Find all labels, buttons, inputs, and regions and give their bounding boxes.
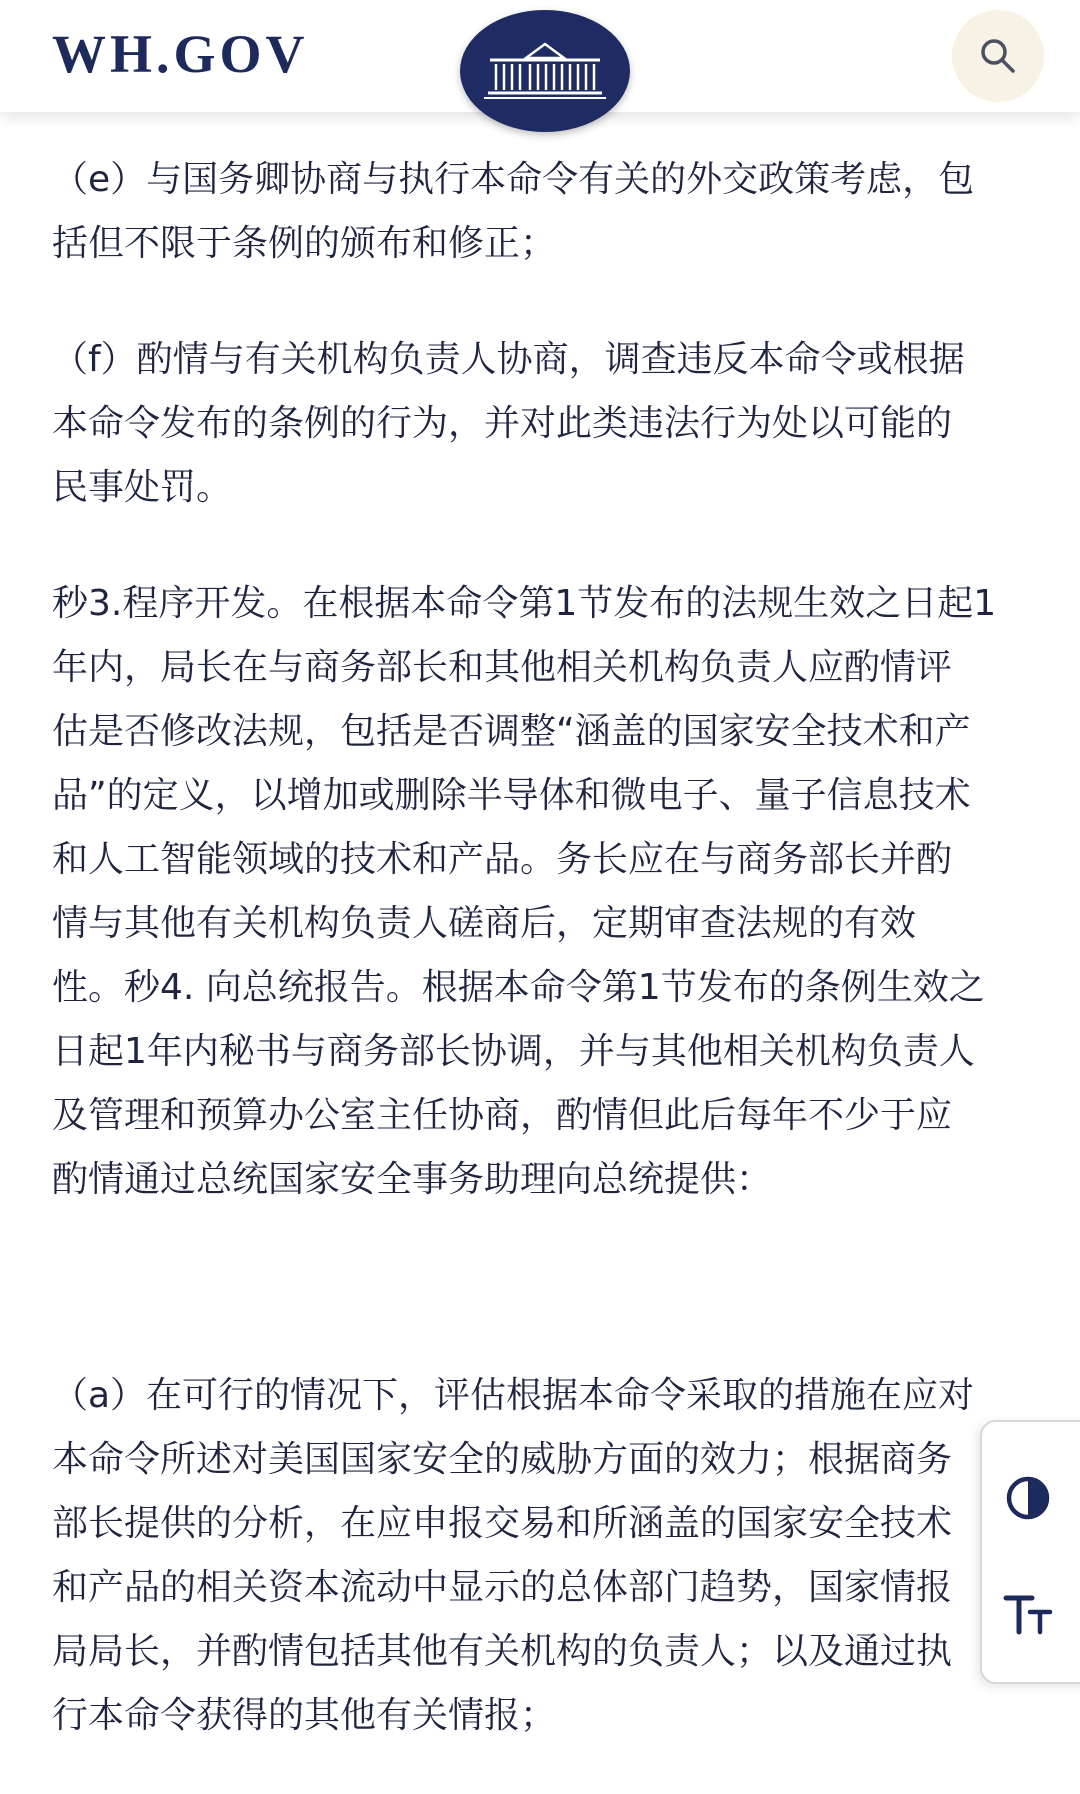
white-house-seal-icon (480, 36, 610, 106)
white-house-seal[interactable] (460, 10, 630, 132)
search-button[interactable] (952, 10, 1044, 102)
accessibility-toolbar (980, 1420, 1080, 1684)
contrast-icon (1004, 1474, 1052, 1522)
site-logo[interactable]: WH.GOV (52, 24, 309, 84)
paragraph-f: （f）酌情与有关机构负责人协商，调查违反本命令或根据 本命令发布的条例的行为，并对此类违法行为处以可能的 民事处罚。 (52, 339, 965, 508)
article-body (52, 148, 1042, 1748)
search-icon (978, 36, 1018, 76)
paragraph-a: （a）在可行的情况下，评估根据本命令采取的措施在应对 本命令所述对美国国家安全的威胁方面的效力；根据商务 部长提供的分析，在应申报交易和所涵盖的国家安全技术 和产品的相关资本流动中显示的总体部门趋势，国家情报 局局长，并酌情包括其他有关机构的负责人；以及通过执 行本命令获得的其他有关情报； (52, 1375, 975, 1736)
paragraph-e: （e）与国务卿协商与执行本命令有关的外交政策考虑，包 括但不限于条例的颁布和修正； (52, 159, 975, 264)
text-size-icon (1002, 1590, 1054, 1638)
paragraph-sec3-sec4: 秒3.程序开发。在根据本命令第1节发布的法规生效之日起1 年内，局长在与商务部长和其他相关机构负责人应酌情评 估是否修改法规，包括是否调整“涵盖的国家安全技术和产 品”的定义，以增加或删除半导体和微电子、量子信息技术 和人工智能领域的技术和产品。务长应在与商务部长并酌 情与其他有关机构负责人磋商后，定期审查法规的有效 性。秒4. 向总统报告。根据本命令第1节发布的条例生效之 日起1年内秘书与商务部长协调，并与其他相关机构负责人 及管理和预算办公室主任协商，酌情但此后每年不少于应 酌情通过总统国家安全事务助理向总统提供： (52, 583, 997, 1200)
contrast-toggle-button[interactable] (982, 1452, 1074, 1544)
text-size-button[interactable] (982, 1568, 1074, 1660)
